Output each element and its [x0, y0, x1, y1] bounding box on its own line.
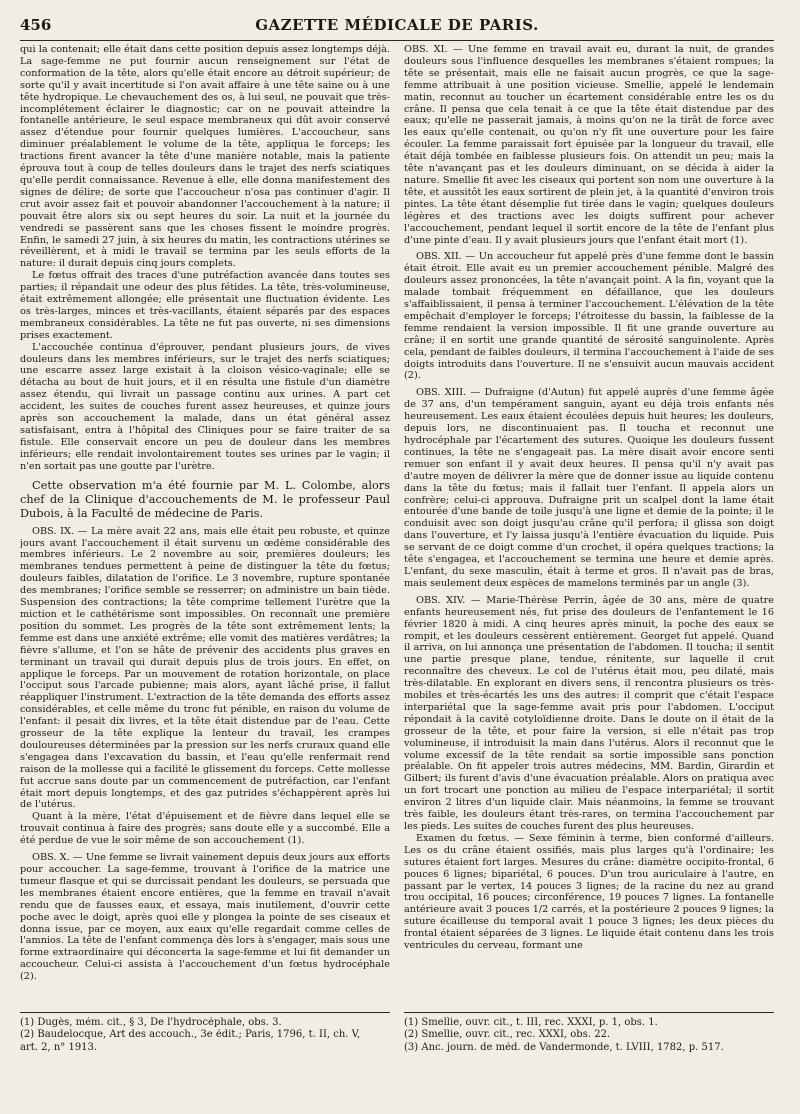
paragraph: Le fœtus offrait des traces d'une putréfaction avancée dans toutes ses parties; il répandait une odeur des plus fétides. La tête, très-volumineuse, était extrêmement allongée; elle présentait une fluctuation évidente. Les os très-larges, minces et très-vacillants, étaient séparés par des espaces membraneux considérables. La tête ne fut pas ouverte, ni ses dimensions prises exactement. — [20, 270, 390, 341]
body-columns — [20, 44, 774, 1006]
footnote-line: (1) Dugès, mém. cit., § 3, De l'hydrocéphale, obs. 3. — [20, 1017, 282, 1028]
page-number: 456 — [20, 16, 52, 34]
footnotes — [20, 1012, 774, 1054]
left-column — [20, 44, 390, 1006]
footnote-line: (3) Anc. journ. de méd. de Vandermonde, t. LVIII, 1782, p. 517. — [404, 1041, 724, 1053]
footnote-line: (2) Smellie, ouvr. cit., rec. XXXI, obs. 22. — [404, 1029, 611, 1041]
paragraph: L'accouchée continua d'éprouver, pendant plusieurs jours, de vives douleurs dans les membres inférieurs, sur le trajet des nerfs sciatiques; une escarre assez large existait à la cloison vésico-vaginale; elle se détacha au bout de huit jours, et il en résulta une fistule d'un diamètre assez étendu, qui livrait un passage continu aux urines. A part cet accident, les suites de couches furent assez heureuses, et quinze jours après son accouchement la malade, dans un état général assez satisfaisant, entra à l'hôpital des Cliniques pour se faire traiter de sa fistule. Elle conservait encore un peu de douleur dans les membres inférieurs; elle rendait involontairement toutes ses urines par le vagin; il n'en sortait pas une goutte par l'urètre. — [20, 341, 390, 472]
footnote-line: (1) Smellie, ouvr. cit., t. III, rec. XXXI, p. 1, obs. 1. — [404, 1017, 658, 1028]
right-column — [404, 44, 774, 1006]
page-header — [20, 14, 774, 41]
paragraph: qui la contenait; elle était dans cette position depuis assez longtemps déjà. La sage-femme ne put fournir aucun renseignement sur l'état de conformation de la tête, alors qu'elle était encore au détroit supérieur; de sorte qu'il y avait incertitude si l'on avait affaire à une tête saine ou à une tête hydropique. Le chevauchement des os, à lui seul, ne pouvait que très-incomplétement éclairer le diagnostic; car on ne pouvait atteindre la fontanelle antérieure, le seul espace membraneux qui dût avoir conservé assez d'étendue pour fournir quelques lumières. L'accoucheur, sans diminuer préalablement le volume de la tête, appliqua le forceps; les tractions firent avancer la tête d'une manière notable, mais la patiente éprouva tout à coup de telles douleurs dans le trajet des nerfs sciatiques qu'elle perdit connaissance. Revenue à elle, elle donna manifestement des signes de délire; de sorte que l'accoucheur n'osa pas continuer d'agir. Il crut avoir assez fait et pouvoir abandonner l'accouchement à la nature; il pouvait être alors six ou sept heures du soir. La nuit et la journée du vendredi se passèrent sans que les choses fissent le moindre progrès. Enfin, le samedi 27 juin, à six heures du matin, les contractions utérines se réveillèrent, et à midi le travail se termina par les seuls efforts de la nature: il durait depuis cinq jours complets. — [20, 44, 390, 270]
footnote-line: (2) Baudelocque, Art des accouch., 3e édit.; Paris, 1796, t. II, ch. V, — [20, 1029, 361, 1041]
paragraph: Examen du fœtus. — Sexe féminin à terme, bien conformé d'ailleurs. Les os du crâne étaient ossifiés, mais plus larges qu'à l'ordinaire; les sutures étaient fort larges. Mesures du crâne: diamètre occipito-frontal, 6 pouces 6 lignes; bipariétal, 6 pouces. D'un trou auriculaire à l'autre, en passant par le vertex, 14 pouces 3 lignes; de la racine du nez au grand trou occipital, 16 pouces; circonférence, 19 pouces 7 lignes. La fontanelle antérieure avait 3 pouces 1/2 carrés, et la postérieure 2 pouces 9 lignes; la suture écailleuse du temporal avait 1 pouce 3 lignes; les deux pièces du frontal étaient séparées de 3 lignes. Le liquide était contenu dans les trois ventricules du cerveau, formant une — [404, 832, 774, 952]
paragraph: OBS. XIV. — Marie-Thérèse Perrin, âgée de 30 ans, mère de quatre enfants heureusement nés, fut prise des douleurs de l'enfantement le 16 février 1820 à midi. A cinq heures après minuit, la poche des eaux se rompit, et les douleurs cessèrent entièrement. Georget fut appelé. Quand il arriva, on lui annonça une présentation de l'abdomen. Il toucha; il sentit une partie presque plane, tendue, rénitente, sur laquelle il crut reconnaître des cheveux. Le col de l'utérus était mou, peu dilaté, mais très-dilatable. En explorant en divers sens, il rencontra plusieurs os très-mobiles et très-écartés les uns des autres: il comprit que c'était l'espace interpariétal que la sage-femme avait pris pour l'abdomen. L'occiput répondait à la cavité cotyloïdienne droite. Dans le doute on il était de la grosseur de la tête, et pour faire la version, si elle n'était pas trop volumineuse, il introduisit la main dans l'utérus. Alors il reconnut que le volume excessif de la tête rendait sa sortie impossible sans ponction préalable. On fit appeler trois autres médecins, MM. Bardin, Girardin et Gilbert; ils furent d'avis d'une évacuation préalable. Alors on pratiqua avec un fort trocart une ponction au milieu de l'espace interpariétal; il sortit environ 2 litres d'un liquide clair. Mais néanmoins, la femme se trouvant très faible, les douleurs étant très-rares, on termina l'accouchement par les pieds. Les suites de couches furent des plus heureuses. — [404, 594, 774, 832]
paragraph: OBS. XIII. — Dufraigne (d'Autun) fut appelé auprès d'une femme âgée de 37 ans, d'un tempérament sanguin, ayant eu déjà trois enfants nés heureusement. Les eaux étaient écoulées depuis huit heures; les douleurs, depuis lors, ne discontinuaient pas. Il toucha et reconnut une hydrocéphale par l'écartement des sutures. Quoique les douleurs fussent continues, la tête ne s'engageait pas. La mère disait avoir encore senti remuer son enfant il y avait deux heures. Il pensa qu'il n'y avait pas d'autre moyen de délivrer la mère que de donner issue au liquide contenu dans la tête du fœtus; mais il fallait tuer l'enfant. Il appela alors un confrère; celui-ci approuva. Dufraigne prit un scalpel dont la lame était entourée d'une bande de toile jusqu'à une ligne et demie de la pointe; il le conduisit avec son doigt jusqu'au crâne qu'il perfora; il glissa son doigt dans l'ouverture, et l'y laissa jusqu'à l'entière évacuation du liquide. Puis se servant de ce doigt comme d'un crochet, il opéra quelques tractions; la tête s'engagea, et l'accouchement se termina une heure et demie après. L'enfant, du sexe masculin, était à terme et gros. Il n'avait pas de bras, mais seulement deux espèces de mamelons terminés par un angle (3). — [404, 387, 774, 589]
paragraph: Cette observation m'a été fournie par M. L. Colombe, alors chef de la Clinique d'accouchements de M. le professeur Paul Dubois, à la Faculté de médecine de Paris. — [20, 478, 390, 520]
paragraph: Quant à la mère, l'état d'épuisement et de fièvre dans lequel elle se trouvait continua à faire des progrès; sans doute elle y a succombé. Elle a été perdue de vue le soir même de son accouchement (1). — [20, 811, 390, 847]
paragraph: OBS. X. — Une femme se livrait vainement depuis deux jours aux efforts pour accoucher. La sage-femme, trouvant à l'orifice de la matrice une tumeur flasque et qui se durcissait pendant les douleurs, se persuada que les membranes étaient encore entières, que la femme en travail n'avait rendu que de fausses eaux, et essaya, mais inutilement, d'ouvrir cette poche avec le doigt, après quoi elle y plongea la pointe de ses ciseaux et donna issue, par ce moyen, aux eaux qu'elle regardait comme celles de l'amnios. La tête de l'enfant commença dès lors à s'engager, mais sous une forme extraordinaire qui déconcerta la sage-femme et lui fit demander un accoucheur. Celui-ci assista à l'accouchement d'un fœtus hydrocéphale (2). — [20, 852, 390, 983]
footnote-line: art. 2, n° 1913. — [20, 1041, 98, 1053]
footnotes-left — [20, 1012, 390, 1054]
footnotes-right — [404, 1012, 774, 1054]
paragraph: OBS. IX. — La mère avait 22 ans, mais elle était peu robuste, et quinze jours avant l'accouchement il était survenu un œdème considérable des membres inférieurs. Le 2 novembre au soir, premières douleurs; les membranes tendues permettent à peine de distinguer la tête du fœtus; douleurs faibles, dilatation de l'orifice. Le 3 novembre, rupture spontanée des membranes; l'orifice semble se resserrer; on administre un bain tiède. Suspension des contractions; la tête comprime tellement l'urètre que la miction et le cathétérisme sont impossibles. On reconnaît une première position du sommet. Les progrès de la tête sont extrêmement lents; la femme est dans une anxiété extrême; elle vomit des matières verdâtres; la fièvre s'allume, et l'on se hâte de prévenir des accidents plus graves en terminant un travail qui durait depuis plus de trois jours. En effet, on applique le forceps. Par un mouvement de rotation horizontale, on place l'occiput sous l'arcade pubienne; mais alors, ayant lâché prise, il fallut réappliquer l'instrument. L'extraction de la tête demanda des efforts assez considérables, et celle même du tronc fut pénible, en raison du volume de l'enfant: il pesait dix livres, et la tête était distendue par de l'eau. Cette grosseur de la tête explique la lenteur du travail, les crampes douloureuses déterminées par la pression sur les nerfs cruraux quand elle s'engagea dans l'excavation du bassin, et l'eau qu'elle renfermait rend raison de la mollesse qui a facilité le glissement du forceps. Cette mollesse fut accrue sans doute par un commencement de putréfaction, car l'enfant était mort depuis longtemps, et des gaz putrides s'échappèrent après lui de l'utérus. — [20, 525, 390, 811]
paragraph: OBS. XII. — Un accoucheur fut appelé près d'une femme dont le bassin était étroit. Elle avait eu un premier accouchement pénible. Malgré des douleurs assez prononcées, la tête n'avançait point. A la fin, voyant que la malade tombait fréquemment en défaillance, que les douleurs s'affaiblissaient, il pensa à terminer l'accouchement. L'élévation de la tête empêchait d'employer le forceps; l'étroitesse du bassin, la faiblesse de la femme rendaient la version impossible. Il fit une grande ouverture au crâne; il en sortit une grande quantité de sérosité sanguinolente. Après cela, pendant de faibles douleurs, il termina l'accouchement à l'aide de ses doigts introduits dans l'ouverture. Il ne s'ensuivit aucun mauvais accident (2). — [404, 251, 774, 382]
running-title: GAZETTE MÉDICALE DE PARIS. — [255, 16, 539, 34]
paragraph: OBS. XI. — Une femme en travail avait eu, durant la nuit, de grandes douleurs sous l'influence desquelles les membranes s'étaient rompues; la tête se présentait, mais elle ne faisait aucun progrès, ce que la sage-femme attribuait à une position vicieuse. Smellie, appelé le lendemain matin, reconnut au toucher un écartement considérable entre les os du crâne. Il pensa que cela tenait à ce que la tête était distendue par des eaux; qu'elle ne passerait jamais, à moins qu'on ne la tirât de force avec les eaux qu'elle contenait, ou qu'on n'y fît une ouverture pour les faire écouler. La femme paraissait fort épuisée par la longueur du travail, elle était déjà tombée en faiblesse plusieurs fois. On attendit un peu; mais la tête n'avançant pas et les douleurs diminuant, on se décida à aider la nature. Smellie fit avec les ciseaux qui portent son nom une ouverture à la tête, et aussitôt les eaux sortirent de plein jet, à la quantité d'environ trois pintes. La tête étant désemplie fut tirée dans le vagin; quelques douleurs légères et des tractions avec les doigts suffirent pour achever l'accouchement, pendant lequel il sortit encore de la tête de l'enfant plus d'une pinte d'eau. Il y avait plusieurs jours que l'enfant était mort (1). — [404, 44, 774, 246]
